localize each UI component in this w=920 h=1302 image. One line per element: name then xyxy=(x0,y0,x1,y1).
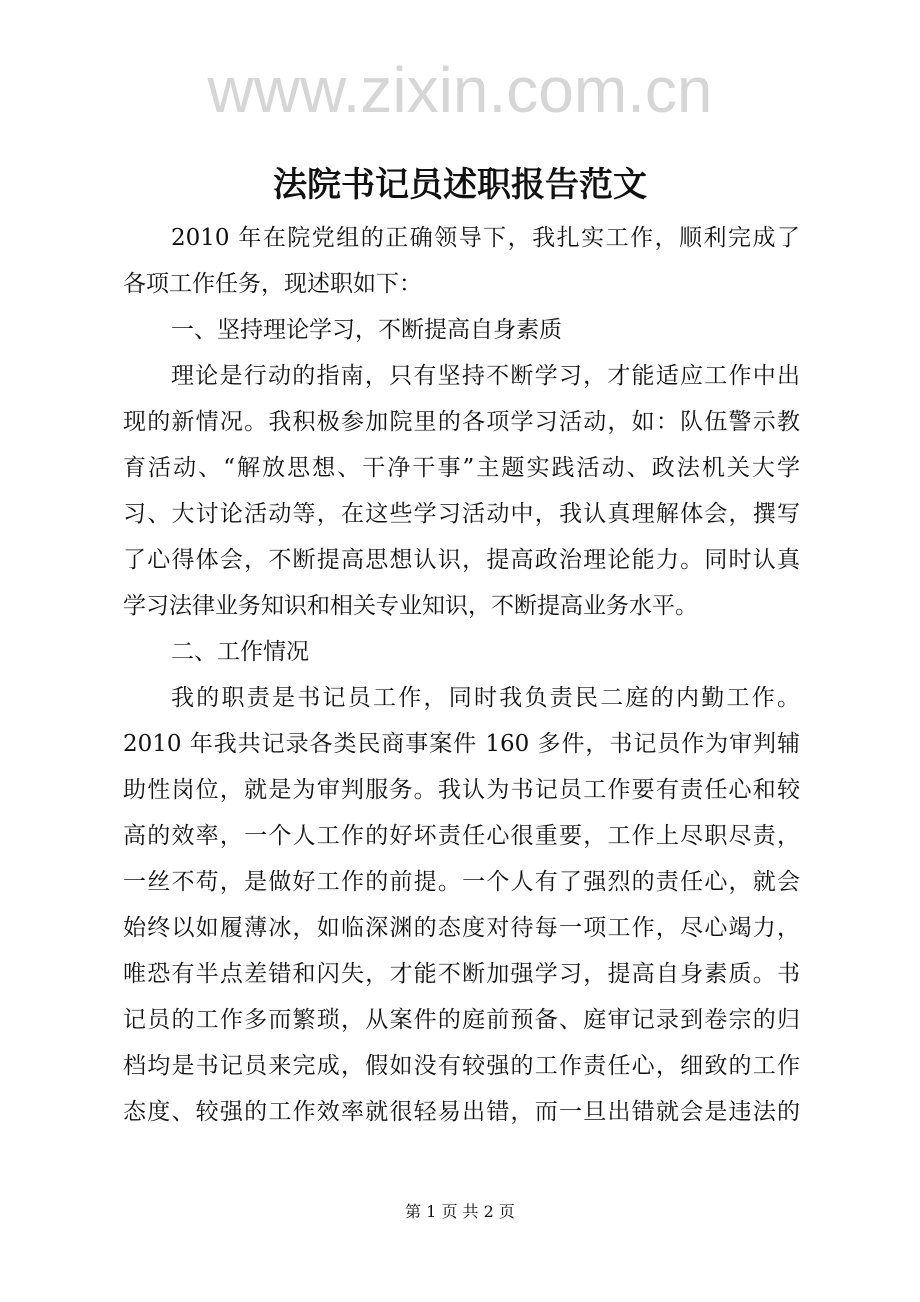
text-line: 2010 年在院党组的正确领导下，我扎实工作，顺利完成了 xyxy=(171,225,800,251)
text-line: 2010 年我共记录各类民商事案件 160 多件，书记员作为审判辅 xyxy=(123,731,800,757)
watermark: www.zixin.com.cn xyxy=(207,54,713,126)
document-title: 法院书记员述职报告范文 xyxy=(273,165,647,205)
text-line: 一丝不苟，是做好工作的前提。一个人有了强烈的责任心，就会 xyxy=(123,869,800,895)
text-line: 档均是书记员来完成，假如没有较强的工作责任心，细致的工作 xyxy=(123,1053,800,1079)
page-footer: 第 1 页 共 2 页 xyxy=(405,1202,515,1221)
text-line: 始终以如履薄冰，如临深渊的态度对待每一项工作，尽心竭力， xyxy=(123,915,800,941)
text-line: 记员的工作多而繁琐，从案件的庭前预备、庭审记录到卷宗的归 xyxy=(123,1007,800,1033)
text-line: 二、工作情况 xyxy=(171,639,309,665)
text-line: 学习法律业务知识和相关专业知识，不断提高业务水平。 xyxy=(123,593,698,619)
text-line: 一、坚持理论学习，不断提高自身素质 xyxy=(171,317,562,343)
text-line: 态度、较强的工作效率就很轻易出错，而一旦出错就会是违法的 xyxy=(123,1099,800,1125)
text-line: 理论是行动的指南，只有坚持不断学习，才能适应工作中出 xyxy=(171,363,800,389)
text-line: 助性岗位，就是为审判服务。我认为书记员工作要有责任心和较 xyxy=(123,777,800,803)
document-body xyxy=(123,215,800,1135)
text-line: 高的效率，一个人工作的好坏责任心很重要，工作上尽职尽责， xyxy=(123,823,800,849)
text-line: 唯恐有半点差错和闪失，才能不断加强学习，提高自身素质。书 xyxy=(123,961,800,987)
text-line: 了心得体会，不断提高思想认识，提高政治理论能力。同时认真 xyxy=(123,547,800,573)
text-line: 现的新情况。我积极参加院里的各项学习活动，如：队伍警示教 xyxy=(123,409,800,435)
text-line: 各项工作任务，现述职如下： xyxy=(123,271,422,297)
text-line: 育活动、“解放思想、干净干事”主题实践活动、政法机关大学 xyxy=(123,455,800,481)
text-line: 我的职责是书记员工作，同时我负责民二庭的内勤工作。 xyxy=(171,685,800,711)
text-line: 习、大讨论活动等，在这些学习活动中，我认真理解体会，撰写 xyxy=(123,501,800,527)
